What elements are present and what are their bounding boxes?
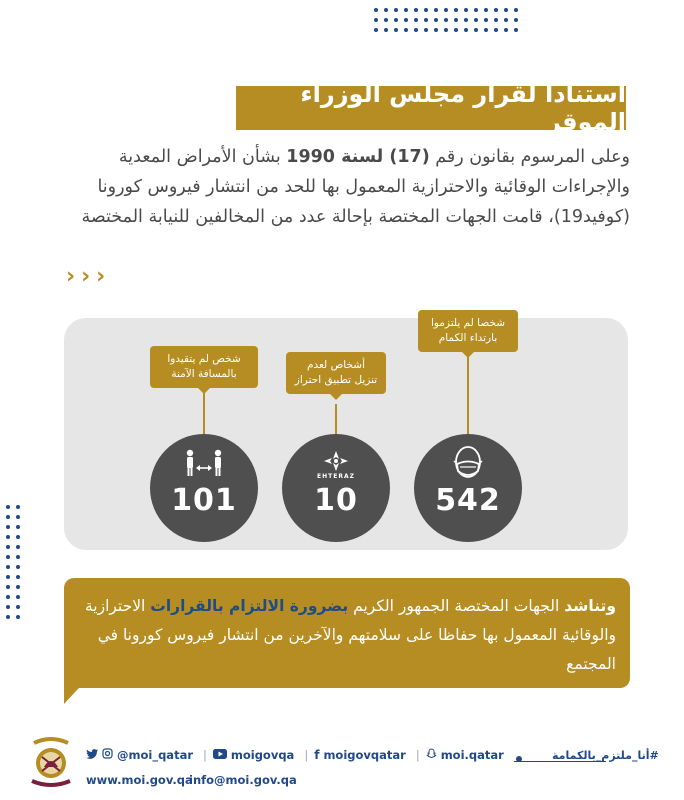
dot [444, 18, 448, 22]
dot [504, 8, 508, 12]
dot [6, 595, 10, 599]
dot [414, 8, 418, 12]
ehteraz-app-icon [317, 446, 355, 482]
dot [384, 28, 388, 32]
dot [404, 18, 408, 22]
dot [474, 28, 478, 32]
ehteraz-logo-text: EHTERAZ [317, 472, 355, 480]
dot [16, 525, 20, 529]
dot [504, 18, 508, 22]
snapchat-link[interactable]: moi.qatar [426, 748, 504, 762]
dot [474, 18, 478, 22]
dot [484, 28, 488, 32]
qatar-emblem-icon [22, 737, 80, 789]
stat-value-ehteraz: 10 [314, 483, 358, 518]
face-mask-icon [451, 446, 485, 482]
dot [424, 8, 428, 12]
dot [434, 28, 438, 32]
dot [484, 18, 488, 22]
dot [16, 595, 20, 599]
dot [424, 18, 428, 22]
dot [394, 28, 398, 32]
dot [504, 28, 508, 32]
decorative-dots-top [374, 8, 518, 32]
dot [454, 28, 458, 32]
stat-label-distance: شخص لم يتقيدوا بالمسافة الآمنة [150, 346, 258, 388]
dot [414, 28, 418, 32]
snapchat-icon [426, 748, 437, 762]
dot [434, 8, 438, 12]
stat-label-mask: شخصا لم يلتزموا بارتداء الكمام [418, 310, 518, 352]
dot [16, 535, 20, 539]
dot [464, 18, 468, 22]
website-link[interactable]: www.moi.gov.qa [86, 773, 193, 787]
dot [16, 565, 20, 569]
dot [434, 18, 438, 22]
dot [6, 535, 10, 539]
dot [6, 525, 10, 529]
dot [464, 28, 468, 32]
dot [514, 8, 518, 12]
decorative-dots-left [6, 505, 20, 619]
dot [374, 8, 378, 12]
dot [494, 28, 498, 32]
stat-connector [335, 404, 337, 436]
intro-paragraph: وعلى المرسوم بقانون رقم (17) لسنة 1990 بشأن الأمراض المعدية والإجراءات الوقائية والاحترازية المعمول بها للحد من انتشار فيروس كورونا (كوفيد19)، قامت الجهات المختصة بإحالة عدد من المخالفين للنيابة المختصة [81, 147, 630, 227]
appeal-text: وتناشد الجهات المختصة الجمهور الكريم بضرورة الالتزام بالقرارات الاحترازية والوقائية المعمول بها حفاظا على سلامتهم والآخرين من انتشار فيروس كورونا في المجتمع [84, 597, 616, 673]
dot [6, 585, 10, 589]
dot [384, 18, 388, 22]
dot [16, 515, 20, 519]
dot [6, 575, 10, 579]
chevrons-icon: ››› [66, 264, 112, 289]
dot [16, 545, 20, 549]
hashtag[interactable]: #أنا_ملتزم_بالكمامة [552, 749, 659, 762]
email-link[interactable]: info@moi.gov.qa [189, 773, 297, 787]
social-links [86, 748, 514, 762]
dot [474, 8, 478, 12]
facebook-icon: f [314, 748, 320, 762]
dot [6, 615, 10, 619]
dot [6, 545, 10, 549]
dot [464, 8, 468, 12]
dot [514, 18, 518, 22]
separator: | [415, 748, 420, 762]
dot [484, 8, 488, 12]
dot [6, 515, 10, 519]
dot [374, 28, 378, 32]
facebook-link[interactable]: f moigovqatar [314, 748, 406, 762]
dot [514, 28, 518, 32]
dot [6, 565, 10, 569]
dot [374, 18, 378, 22]
dot [16, 585, 20, 589]
social-distance-icon [182, 446, 226, 482]
dot [16, 615, 20, 619]
dot [444, 8, 448, 12]
stat-value-mask: 542 [435, 483, 501, 518]
twitter-link[interactable]: @moi_qatar [86, 748, 193, 762]
twitter-icon [86, 748, 98, 762]
dot [6, 555, 10, 559]
dot [394, 18, 398, 22]
separator: | [203, 748, 207, 762]
dot [404, 8, 408, 12]
dot [6, 605, 10, 609]
youtube-link[interactable]: moigovqa [213, 748, 294, 762]
stat-connector [203, 386, 205, 436]
stat-label-ehteraz: أشخاص لعدم تنزيل تطبيق احتراز [286, 352, 386, 394]
youtube-icon [213, 748, 227, 762]
dot [404, 28, 408, 32]
dot [444, 28, 448, 32]
stat-connector [467, 352, 469, 436]
dot [424, 28, 428, 32]
dot [16, 605, 20, 609]
dot [394, 8, 398, 12]
dot [384, 8, 388, 12]
speech-bubble-tail [64, 676, 90, 704]
dot [454, 18, 458, 22]
page-title: استنادا لقرار مجلس الوزراء الموقر [236, 86, 626, 130]
dot [494, 18, 498, 22]
dot [16, 505, 20, 509]
stat-value-distance: 101 [171, 483, 237, 518]
stat-circle-ehteraz [282, 434, 390, 542]
stat-circle-distance [150, 434, 258, 542]
dot [494, 8, 498, 12]
dot [414, 18, 418, 22]
dot [16, 555, 20, 559]
dot [16, 575, 20, 579]
instagram-icon [102, 748, 113, 762]
dot [454, 8, 458, 12]
dot [6, 505, 10, 509]
separator: | [304, 748, 309, 762]
stat-circle-mask [414, 434, 522, 542]
